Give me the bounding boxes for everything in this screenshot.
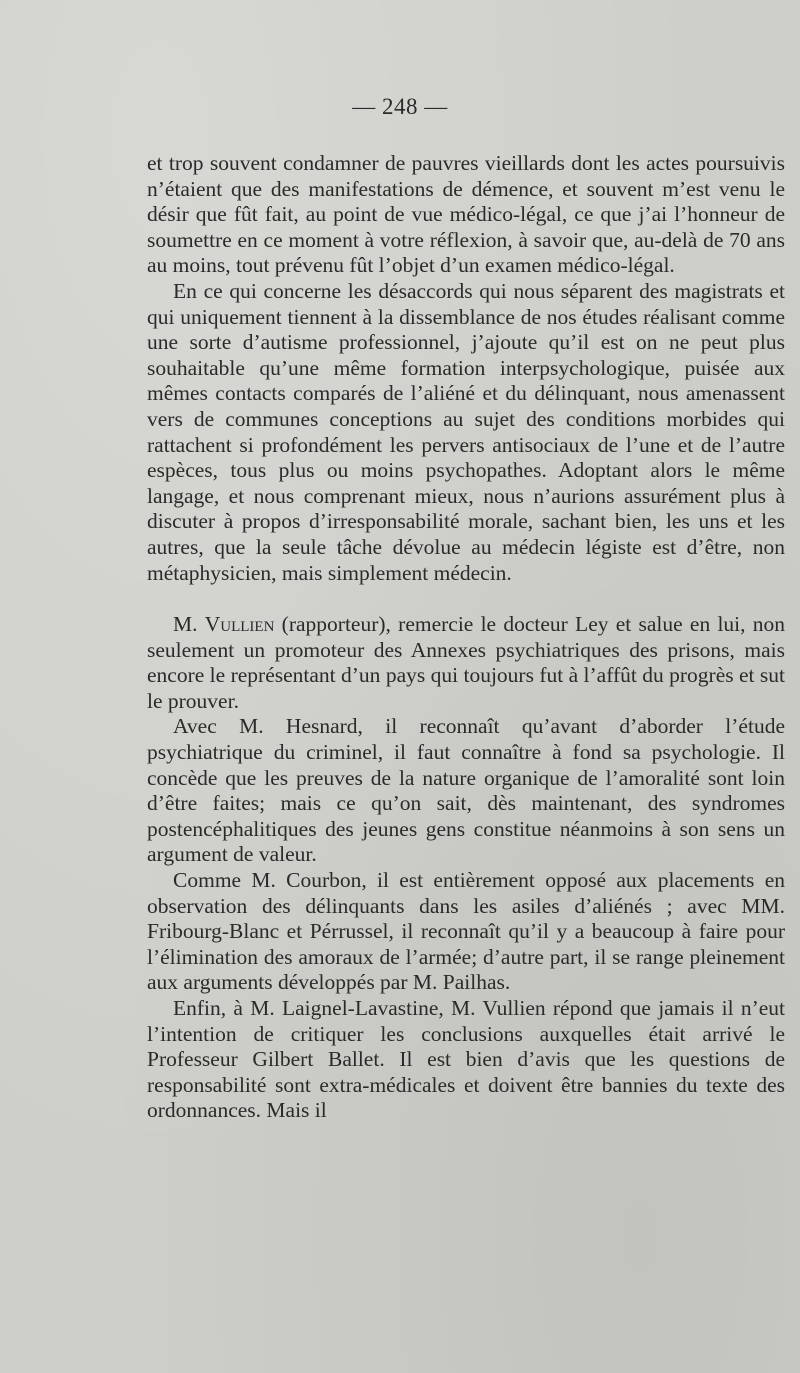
paragraph-laignel-lavastine: Enfin, à M. Laignel-Lavastine, M. Vullien répond que jamais il n’eut l’intention de critiquer les conclusions auxquelles était arrivé le Professeur Gilbert Ballet. Il est bien d’avis que les questions de responsabilité sont extra-médicales et doivent être bannies du texte des ordonnances. Mais il bbox=[147, 996, 785, 1123]
paragraph-continuation: et trop souvent condamner de pauvres vieillards dont les actes poursuivis n’étaient que des manifestations de démence, et souvent m’est venu le désir que fût fait, au point de vue médico-légal, ce que j’ai l’honneur de soumettre en ce moment à votre réflexion, à savoir que, au-delà de 70 ans au moins, tout prévenu fût l’objet d’un examen médico-légal. bbox=[147, 151, 785, 278]
paragraph-courbon: Comme M. Courbon, il est entièrement opposé aux placements en observation des délinquants dans les asiles d’aliénés ; avec MM. Fribourg-Blanc et Pérrussel, il reconnaît qu’il y a beaucoup à faire pour l’élimination des amoraux de l’armée; d’autre part, il se range pleinement aux arguments développés par M. Pailhas. bbox=[147, 868, 785, 995]
body-text bbox=[147, 151, 785, 1124]
speaker-prefix: M. bbox=[173, 612, 205, 637]
paragraph-vullien-text: (rapporteur), remercie le docteur Ley et salue en lui, non seulement un promoteur des Annexes psychiatriques des prisons, mais encore le représentant d’un pays qui toujours fut à l’affût du progrès et sut le prouver. bbox=[147, 612, 786, 713]
speaker-name: Vullien bbox=[204, 612, 275, 637]
paragraph-vullien-reply bbox=[147, 612, 785, 714]
page-number: — 248 — bbox=[352, 94, 448, 119]
paragraph-hesnard: Avec M. Hesnard, il reconnaît qu’avant d’aborder l’étude psychiatrique du criminel, il faut connaître à fond sa psychologie. Il concède que les preuves de la nature organique de l’amoralité sont loin d’être faites; mais ce qu’on sait, dès maintenant, des syndromes postencéphalitiques des jeunes gens constitue néanmoins à son sens un argument de valeur. bbox=[147, 714, 785, 867]
paragraph-magistrats: En ce qui concerne les désaccords qui nous séparent des magistrats et qui uniquement tiennent à la dissemblance de nos études réalisant comme une sorte d’autisme professionnel, j’ajoute qu’il est on ne peut plus souhaitable qu’une même formation interpsychologique, puisée aux mêmes contacts comparés de l’aliéné et du délinquant, nous amenassent vers de communes conceptions au sujet des conditions morbides qui rattachent si profondément les pervers antisociaux de l’une et de l’autre espèces, tous plus ou moins psychopathes. Adoptant alors le même langage, et nous comprenant mieux, nous n’aurions assurément plus à discuter à propos d’irresponsabilité morale, sachant bien, les uns et les autres, que la seule tâche dévolue au médecin légiste est d’être, non métaphysicien, mais simplement médecin. bbox=[147, 278, 785, 585]
